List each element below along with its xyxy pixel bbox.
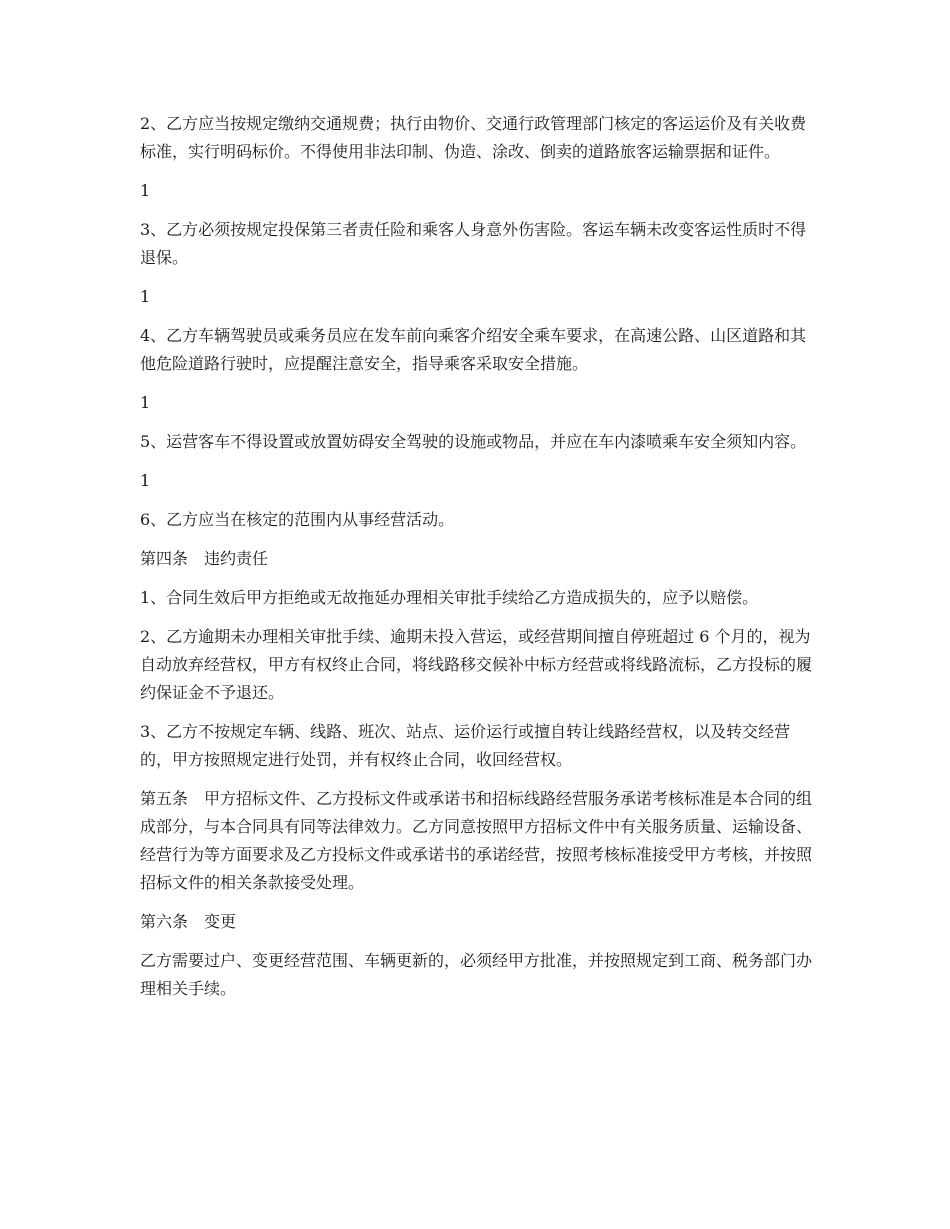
article-4-heading: 第四条 违约责任	[140, 549, 269, 568]
clause-4-item-1: 1、合同生效后甲方拒绝或无故拖延办理相关审批手续给乙方造成损失的，应予以赔偿。	[140, 588, 759, 607]
clause-4-item-3: 3、乙方不按规定车辆、线路、班次、站点、运价运行或擅自转让线路经营权，以及转交经营的，甲方按照规定进行处罚，并有权终止合同，收回经营权。	[140, 722, 791, 769]
clause-4-item-2: 2、乙方逾期未办理相关审批手续、逾期未投入营运，或经营期间擅自停班超过 6 个月的，视为自动放弃经营权，甲方有权终止合同，将线路移交候补中标方经营或将线路流标，乙方投标的履约保证金不予退还。	[140, 627, 813, 702]
clause-3-item-6: 6、乙方应当在核定的范围内从事经营活动。	[140, 510, 455, 529]
page-number: 1	[140, 181, 151, 200]
document-body	[140, 110, 812, 1014]
page-number: 1	[140, 393, 151, 412]
page-number: 1	[140, 471, 151, 490]
page-number: 1	[140, 287, 151, 306]
article-5: 第五条 甲方招标文件、乙方投标文件或承诺书和招标线路经营服务承诺考核标准是本合同的组成部分，与本合同具有同等法律效力。乙方同意按照甲方招标文件中有关服务质量、运输设备、经营行为等方面要求及乙方投标文件或承诺书的承诺经营，按照考核标准接受甲方考核，并按照招标文件的相关条款接受处理。	[140, 789, 813, 892]
clause-3-item-3: 3、乙方必须按规定投保第三者责任险和乘客人身意外伤害险。客运车辆未改变客运性质时不得退保。	[140, 220, 807, 267]
clause-3-item-2: 2、乙方应当按规定缴纳交通规费；执行由物价、交通行政管理部门核定的客运运价及有关收费标准，实行明码标价。不得使用非法印制、伪造、涂改、倒卖的道路旅客运输票据和证件。	[140, 114, 807, 161]
clause-3-item-4: 4、乙方车辆驾驶员或乘务员应在发车前向乘客介绍安全乘车要求，在高速公路、山区道路和其他危险道路行驶时，应提醒注意安全，指导乘客采取安全措施。	[140, 326, 807, 373]
clause-3-item-5: 5、运营客车不得设置或放置妨碍安全驾驶的设施或物品，并应在车内漆喷乘车安全须知内容。	[140, 432, 807, 451]
article-6-body: 乙方需要过户、变更经营范围、车辆更新的，必须经甲方批准，并按照规定到工商、税务部门办理相关手续。	[140, 951, 813, 998]
article-6-heading: 第六条 变更	[140, 912, 237, 931]
